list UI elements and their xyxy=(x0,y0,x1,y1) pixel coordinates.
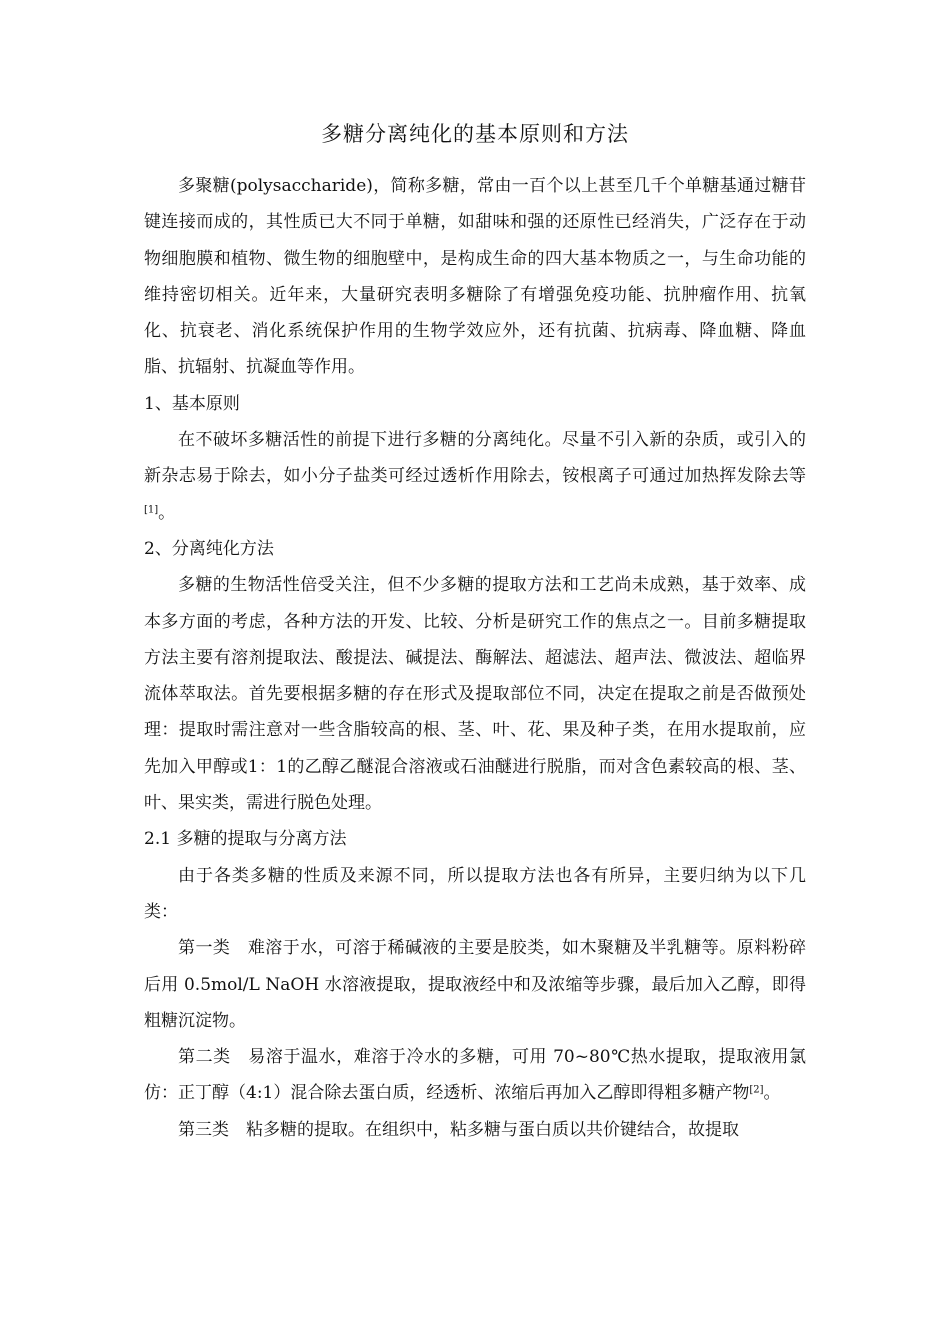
class-2-end: 。 xyxy=(763,1083,781,1104)
class-3-paragraph: 第三类 粘多糖的提取。在组织中，粘多糖与蛋白质以共价键结合，故提取 xyxy=(178,1119,739,1140)
reference-2: [2] xyxy=(749,1084,764,1096)
section-2-heading: 2、分离纯化方法 xyxy=(144,538,274,559)
section-1-text: 在不破坏多糖活性的前提下进行多糖的分离纯化。尽量不引入新的杂质，或引入的新杂志易于除去，如小分子盐类可经过透析作用除去，铵根离子可通过加热挥发除去等 xyxy=(144,430,806,487)
class-2-text: 第二类 易溶于温水，难溶于冷水的多糖，可用 70~80℃热水提取，提取液用氯仿：正丁醇（4:1）混合除去蛋白质，经透析、浓缩后再加入乙醇即得粗多糖产物 xyxy=(144,1047,806,1104)
section-1-heading: 1、基本原则 xyxy=(144,393,240,414)
class-1-paragraph: 第一类 难溶于水，可溶于稀碱液的主要是胶类，如木聚糖及半乳糖等。原料粉碎后用 0.5mol/L NaOH 水溶液提取，提取液经中和及浓缩等步骤，最后加入乙醇，即得粗糖沉淀物。 xyxy=(144,938,806,1031)
section-2-paragraph: 多糖的生物活性倍受关注，但不少多糖的提取方法和工艺尚未成熟，基于效率、成本多方面的考虑，各种方法的开发、比较、分析是研究工作的焦点之一。目前多糖提取方法主要有溶剂提取法、酸提法、碱提法、酶解法、超滤法、超声法、微波法、超临界流体萃取法。首先要根据多糖的存在形式及提取部位不同，决定在提取之前是否做预处理：提取时需注意对一些含脂较高的根、茎、叶、花、果及种子类，在用水提取前，应先加入甲醇或1：1的乙醇乙醚混合溶液或石油醚进行脱脂，而对含色素较高的根、茎、叶、果实类，需进行脱色处理。 xyxy=(144,575,806,814)
class-2-paragraph xyxy=(144,1039,806,1112)
section-2-1-heading: 2.1 多糖的提取与分离方法 xyxy=(144,829,347,850)
section-1-end: 。 xyxy=(158,502,176,523)
document-title: 多糖分离纯化的基本原则和方法 xyxy=(321,122,629,146)
intro-paragraph: 多聚糖(polysaccharide)，简称多糖，常由一百个以上甚至几千个单糖基通过糖苷键连接而成的，其性质已大不同于单糖，如甜味和强的还原性已经消失，广泛存在于动物细胞膜和植物、微生物的细胞壁中，是构成生命的四大基本物质之一，与生命功能的维持密切相关。近年来，大量研究表明多糖除了有增强免疫功能、抗肿瘤作用、抗氧化、抗衰老、消化系统保护作用的生物学效应外，还有抗菌、抗病毒、降血糖、降血脂、抗辐射、抗凝血等作用。 xyxy=(144,176,806,378)
document-body xyxy=(144,168,806,1148)
reference-1: [1] xyxy=(144,504,159,516)
section-2-1-paragraph: 由于各类多糖的性质及来源不同，所以提取方法也各有所异，主要归纳为以下几类： xyxy=(144,865,806,922)
section-1-paragraph xyxy=(144,422,806,531)
